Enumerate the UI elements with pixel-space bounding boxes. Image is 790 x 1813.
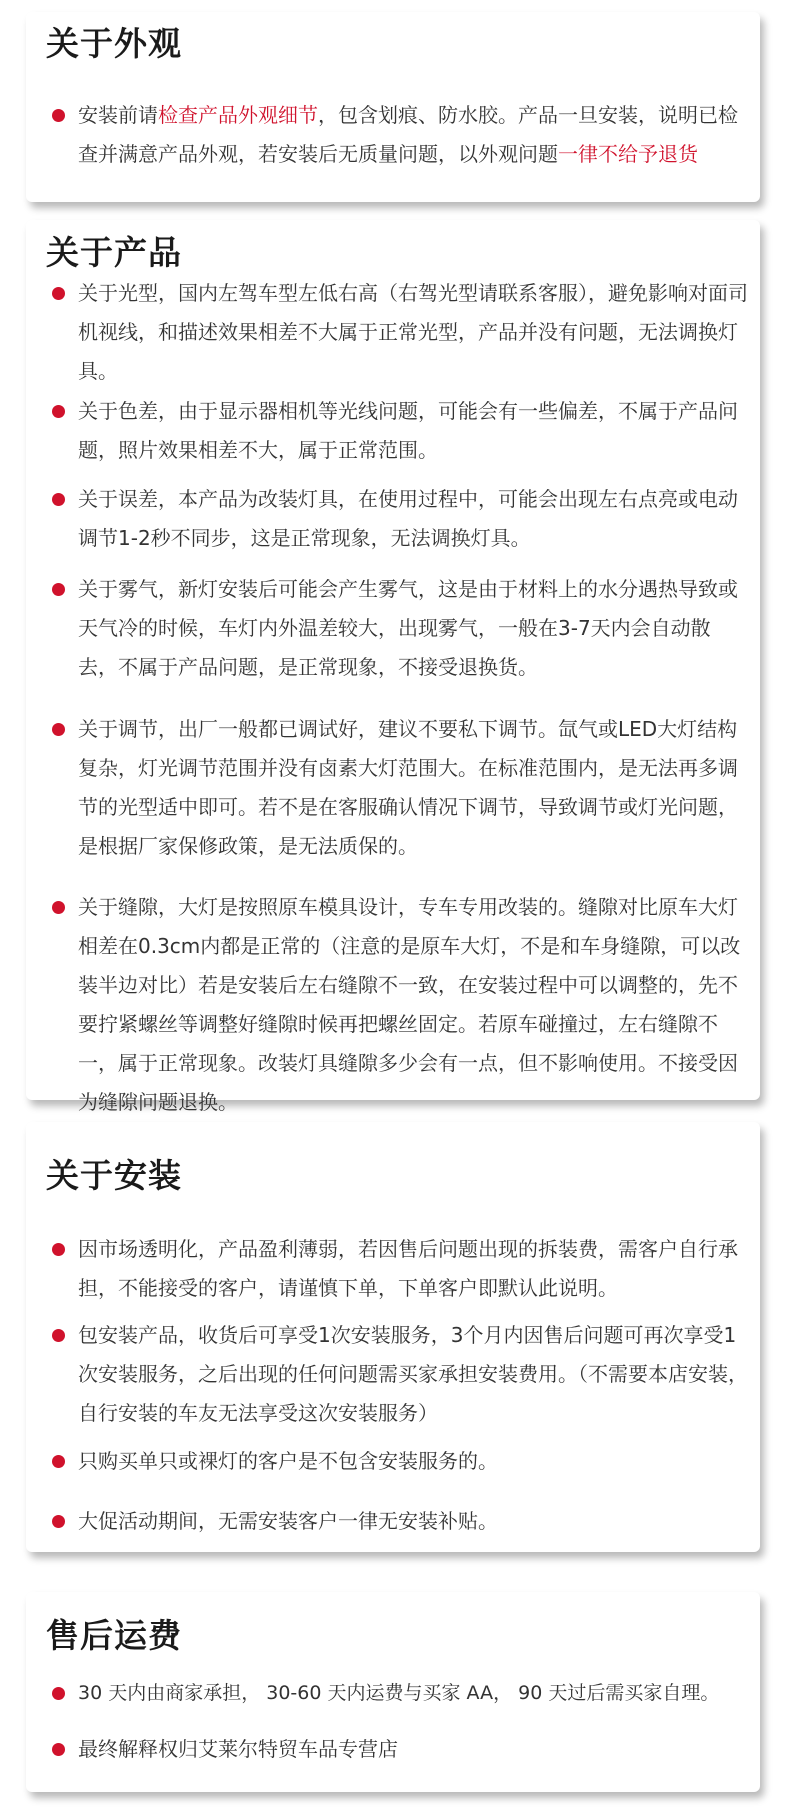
item-text: 最终解释权归艾莱尔特贸车品专营店: [78, 1737, 398, 1761]
section-appearance: [26, 12, 760, 202]
list-item: [52, 570, 750, 687]
bullet-dot-icon: [52, 1743, 65, 1756]
section-shipping: [26, 1592, 760, 1792]
item-text: 关于色差，由于显示器相机等光线问题，可能会有一些偏差，不属于产品问题，照片效果相差不大，属于正常范围。: [78, 399, 738, 462]
list-item: [52, 1230, 750, 1308]
bullet-dot-icon: [52, 1455, 65, 1468]
list-item: [52, 710, 750, 866]
list-item: [52, 1502, 750, 1541]
list-item: [52, 392, 750, 470]
item-text: 因市场透明化，产品盈利薄弱，若因售后问题出现的拆装费，需客户自行承担，不能接受的客户，请谨慎下单，下单客户即默认此说明。: [78, 1237, 738, 1300]
bullet-dot-icon: [52, 901, 65, 914]
highlight-text: 检查产品外观细节: [158, 103, 318, 127]
section-title: 关于产品: [46, 233, 182, 272]
highlight-text: 一律不给予退货: [558, 142, 698, 166]
bullet-dot-icon: [52, 1515, 65, 1528]
item-text: 关于调节，出厂一般都已调试好，建议不要私下调节。氙气或LED大灯结构复杂，灯光调节范围并没有卤素大灯范围大。在标准范围内，是无法再多调节的光型适中即可。若不是在客服确认情况下调节，导致调节或灯光问题，是根据厂家保修政策，是无法质保的。: [78, 717, 738, 858]
section-title: 关于外观: [46, 24, 182, 63]
item-text: 关于雾气，新灯安装后可能会产生雾气，这是由于材料上的水分遇热导致或天气冷的时候，车灯内外温差较大，出现雾气，一般在3-7天内会自动散去，不属于产品问题，是正常现象，不接受退换货。: [78, 577, 738, 679]
bullet-dot-icon: [52, 1329, 65, 1342]
bullet-dot-icon: [52, 723, 65, 736]
item-text: 关于误差，本产品为改装灯具，在使用过程中，可能会出现左右点亮或电动调节1-2秒不同步，这是正常现象，无法调换灯具。: [78, 487, 738, 550]
bullet-dot-icon: [52, 405, 65, 418]
list-item: [52, 1442, 750, 1481]
list-item: [52, 1316, 750, 1433]
list-item: [52, 274, 750, 391]
list-item: [52, 1730, 750, 1769]
list-item: [52, 888, 750, 1122]
item-text: 30 天内由商家承担， 30-60 天内运费与买家 AA， 90 天过后需买家自理。: [78, 1682, 720, 1704]
list-item: [52, 96, 750, 174]
item-text: 安装前请: [78, 103, 158, 127]
bullet-dot-icon: [52, 1243, 65, 1256]
item-text: 关于光型，国内左驾车型左低右高（右驾光型请联系客服），避免影响对面司机视线，和描述效果相差不大属于正常光型，产品并没有问题，无法调换灯具。: [78, 281, 748, 383]
item-text: ，包含划痕、防水胶。产品一旦安装，说明已检查并满意产品外观，若安装后无质量问题，以外观问题: [78, 103, 738, 166]
bullet-dot-icon: [52, 583, 65, 596]
item-text: 包安装产品，收货后可享受1次安装服务，3个月内因售后问题可再次享受1次安装服务，之后出现的任何问题需买家承担安装费用。（不需要本店安装，自行安装的车友无法享受这次安装服务）: [78, 1323, 748, 1425]
bullet-dot-icon: [52, 109, 65, 122]
bullet-dot-icon: [52, 287, 65, 300]
section-product: [26, 220, 760, 1114]
list-item: [52, 480, 750, 558]
list-item: [52, 1674, 750, 1713]
section-title: 关于安装: [46, 1156, 182, 1195]
bullet-dot-icon: [52, 1687, 65, 1700]
section-installation: [26, 1122, 760, 1552]
item-text: 大促活动期间，无需安装客户一律无安装补贴。: [78, 1509, 498, 1533]
item-text: 关于缝隙，大灯是按照原车模具设计，专车专用改装的。缝隙对比原车大灯相差在0.3cm内都是正常的（注意的是原车大灯，不是和车身缝隙，可以改装半边对比）若是安装后左右缝隙不一致，在安装过程中可以调整的，先不要拧紧螺丝等调整好缝隙时候再把螺丝固定。若原车碰撞过，左右缝隙不一，属于正常现象。改装灯具缝隙多少会有一点，但不影响使用。不接受因为缝隙问题退换。: [78, 895, 741, 1114]
item-text: 只购买单只或裸灯的客户是不包含安装服务的。: [78, 1449, 498, 1473]
section-title: 售后运费: [46, 1616, 182, 1655]
bullet-dot-icon: [52, 493, 65, 506]
